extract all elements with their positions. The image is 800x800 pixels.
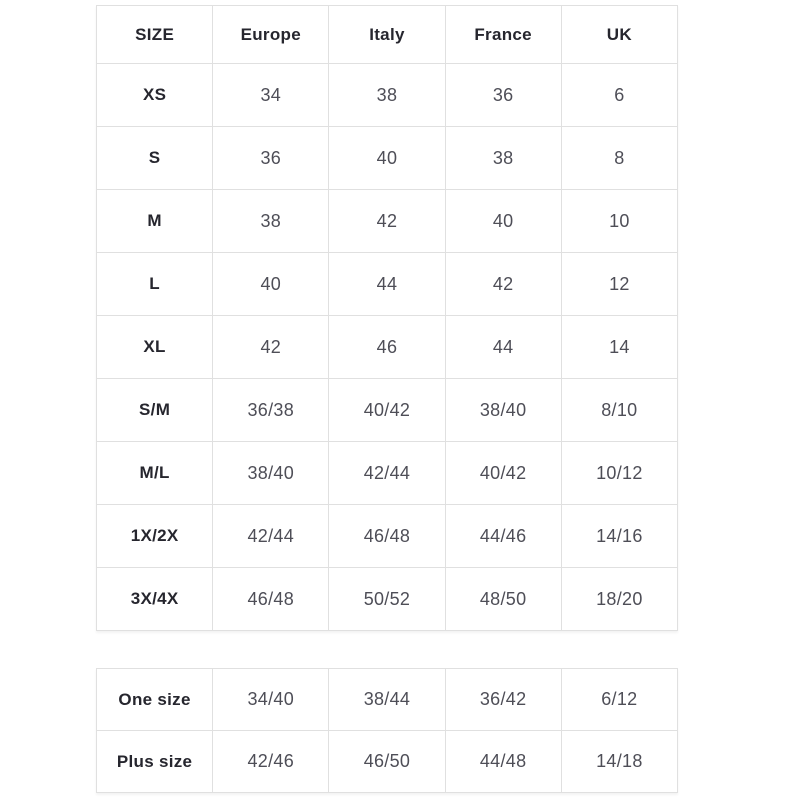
column-header: France	[445, 6, 561, 64]
size-value-cell: 36/42	[445, 669, 561, 731]
column-header: SIZE	[97, 6, 213, 64]
size-label-cell: XL	[97, 316, 213, 379]
size-row	[97, 568, 678, 631]
size-label-cell: Plus size	[97, 731, 213, 793]
size-label-cell: S/M	[97, 379, 213, 442]
size-row	[97, 253, 678, 316]
size-label-cell: One size	[97, 669, 213, 731]
size-label-cell: M/L	[97, 442, 213, 505]
size-conversion-table	[96, 5, 678, 631]
size-value-cell: 36	[213, 127, 329, 190]
size-value-cell: 36	[445, 64, 561, 127]
column-header: Europe	[213, 6, 329, 64]
size-value-cell: 42	[213, 316, 329, 379]
size-value-cell: 40/42	[329, 379, 445, 442]
size-value-cell: 6/12	[561, 669, 677, 731]
size-value-cell: 8/10	[561, 379, 677, 442]
size-value-cell: 18/20	[561, 568, 677, 631]
size-value-cell: 12	[561, 253, 677, 316]
size-value-cell: 40	[445, 190, 561, 253]
size-row	[97, 442, 678, 505]
size-value-cell: 44/48	[445, 731, 561, 793]
size-label-cell: M	[97, 190, 213, 253]
special-sizes-body	[97, 669, 678, 793]
size-value-cell: 38/40	[213, 442, 329, 505]
size-label-cell: L	[97, 253, 213, 316]
size-value-cell: 46/50	[329, 731, 445, 793]
size-label-cell: XS	[97, 64, 213, 127]
size-value-cell: 42/44	[213, 505, 329, 568]
size-value-cell: 44/46	[445, 505, 561, 568]
size-row	[97, 505, 678, 568]
header-row	[97, 6, 678, 64]
size-row	[97, 64, 678, 127]
size-value-cell: 14/18	[561, 731, 677, 793]
size-value-cell: 42/46	[213, 731, 329, 793]
size-value-cell: 8	[561, 127, 677, 190]
size-value-cell: 44	[329, 253, 445, 316]
size-label-cell: 1X/2X	[97, 505, 213, 568]
size-value-cell: 46	[329, 316, 445, 379]
size-value-cell: 40	[213, 253, 329, 316]
size-value-cell: 6	[561, 64, 677, 127]
column-header: UK	[561, 6, 677, 64]
size-value-cell: 38	[445, 127, 561, 190]
size-table-header	[97, 6, 678, 64]
size-value-cell: 48/50	[445, 568, 561, 631]
column-header: Italy	[329, 6, 445, 64]
size-value-cell: 44	[445, 316, 561, 379]
size-value-cell: 34	[213, 64, 329, 127]
size-value-cell: 38	[213, 190, 329, 253]
size-value-cell: 42/44	[329, 442, 445, 505]
size-value-cell: 46/48	[213, 568, 329, 631]
size-value-cell: 14/16	[561, 505, 677, 568]
size-table-body	[97, 64, 678, 631]
size-value-cell: 38/40	[445, 379, 561, 442]
special-size-row	[97, 731, 678, 793]
size-value-cell: 50/52	[329, 568, 445, 631]
size-label-cell: 3X/4X	[97, 568, 213, 631]
size-row	[97, 190, 678, 253]
size-value-cell: 40/42	[445, 442, 561, 505]
size-value-cell: 46/48	[329, 505, 445, 568]
size-value-cell: 40	[329, 127, 445, 190]
size-row	[97, 127, 678, 190]
size-row	[97, 379, 678, 442]
size-value-cell: 38/44	[329, 669, 445, 731]
special-sizes-table	[96, 668, 678, 793]
size-value-cell: 10/12	[561, 442, 677, 505]
size-value-cell: 14	[561, 316, 677, 379]
size-value-cell: 42	[329, 190, 445, 253]
size-row	[97, 316, 678, 379]
size-value-cell: 42	[445, 253, 561, 316]
special-size-row	[97, 669, 678, 731]
size-value-cell: 36/38	[213, 379, 329, 442]
size-value-cell: 38	[329, 64, 445, 127]
size-value-cell: 10	[561, 190, 677, 253]
size-label-cell: S	[97, 127, 213, 190]
size-value-cell: 34/40	[213, 669, 329, 731]
